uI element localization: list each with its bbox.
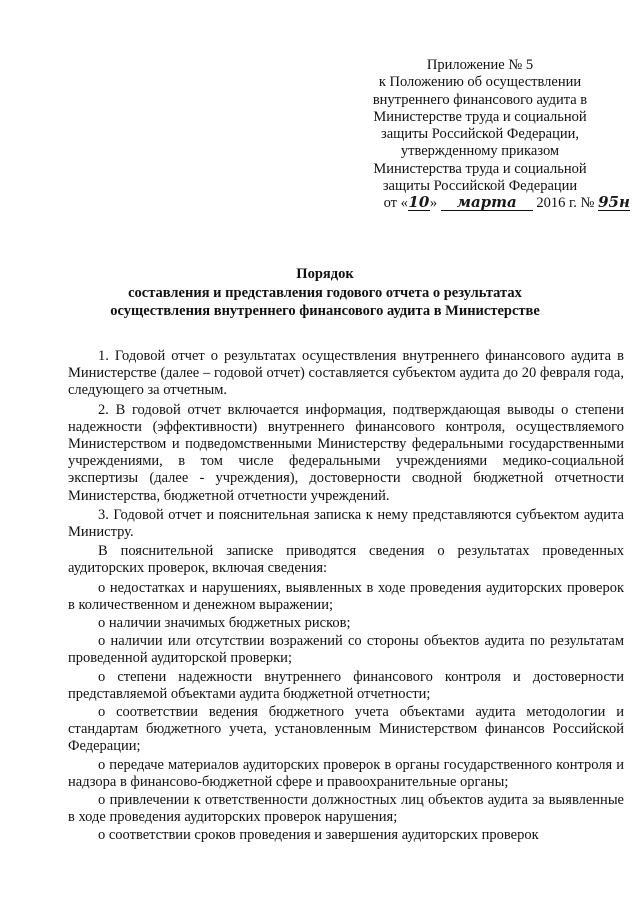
appendix-line: Министерства труда и социальной (373, 160, 587, 177)
handwritten-day: 10 (408, 193, 430, 212)
paragraph: о привлечении к ответственности должностных лиц объектов аудита за выявленные в ходе проведения аудиторских проверок нарушения; (68, 792, 624, 826)
appendix-line: защиты Российской Федерации (382, 178, 578, 195)
paragraph: о соответствии сроков проведения и завершения аудиторских проверок (98, 827, 539, 844)
title-line-3: осуществления внутреннего финансового аудита в Министерстве (110, 303, 540, 319)
date-prefix: от « (383, 195, 408, 212)
appendix-line: к Положению об осуществлении (378, 74, 582, 91)
date-year: 2016 г. № (536, 195, 595, 212)
appendix-header (330, 57, 630, 213)
document-title (60, 265, 590, 321)
title-line-2: составления и представления годового отчета о результатах (128, 284, 522, 301)
paragraph: 2. В годовой отчет включается информация, подтверждающая выводы о степени надежности (эффективности) внутреннего финансового контроля, осуществляемого Министерством и подведомственными Министерству федеральными государственными учреждениями, в том числе федеральными учреждениями медико-социальной экспертизы (далее - учреждения), достоверности сводной бюджетной отчетности Министерства, бюджетной отчетности учреждений. (68, 401, 624, 504)
handwritten-month: марта (456, 193, 517, 212)
paragraph: о передаче материалов аудиторских проверок в органы государственного контроля и надзора в финансово-бюджетной сфере и правоохранительные органы; (68, 756, 624, 790)
document-body (68, 348, 624, 846)
paragraph: 1. Годовой отчет о результатах осуществления внутреннего финансового аудита в Министерстве (далее – годовой отчет) составляется субъектом аудита до 20 февраля года, следующего за отчетным. (68, 348, 624, 399)
paragraph: о недостатках и нарушениях, выявленных в ходе проведения аудиторских проверок в количественном и денежном выражении; (68, 579, 624, 613)
paragraph: о соответствии ведения бюджетного учета объектами аудита методологии и стандартам бюджетного учета, установленным Министерством финансов Российской Федерации; (68, 704, 624, 755)
date-mid: » (429, 195, 438, 212)
appendix-line: Министерстве труда и социальной (373, 108, 587, 125)
appendix-line: внутреннего финансового аудита в (372, 91, 588, 108)
paragraph: о наличии или отсутствии возражений со стороны объектов аудита по результатам проведенной аудиторской проверки; (68, 633, 624, 667)
order-date-line (330, 195, 630, 212)
paragraph: В пояснительной записке приводятся сведения о результатах проведенных аудиторских проверок, включая сведения: (68, 543, 624, 577)
order-number-field (598, 195, 630, 211)
title-line-1: Порядок (296, 266, 354, 282)
date-month-field (441, 195, 533, 211)
date-day-field (408, 195, 430, 211)
handwritten-order-number: 95н (598, 193, 630, 212)
appendix-line: защиты Российской Федерации, (381, 126, 579, 143)
appendix-line: утвержденному приказом (400, 143, 560, 160)
paragraph: о степени надежности внутреннего финансового контроля и достоверности представляемой объектами аудита бюджетной отчетности; (68, 668, 624, 702)
paragraph: о наличии значимых бюджетных рисков; (98, 615, 351, 632)
appendix-line: Приложение № 5 (426, 57, 534, 73)
paragraph: 3. Годовой отчет и пояснительная записка к нему представляются субъектом аудита Министру. (68, 506, 624, 541)
